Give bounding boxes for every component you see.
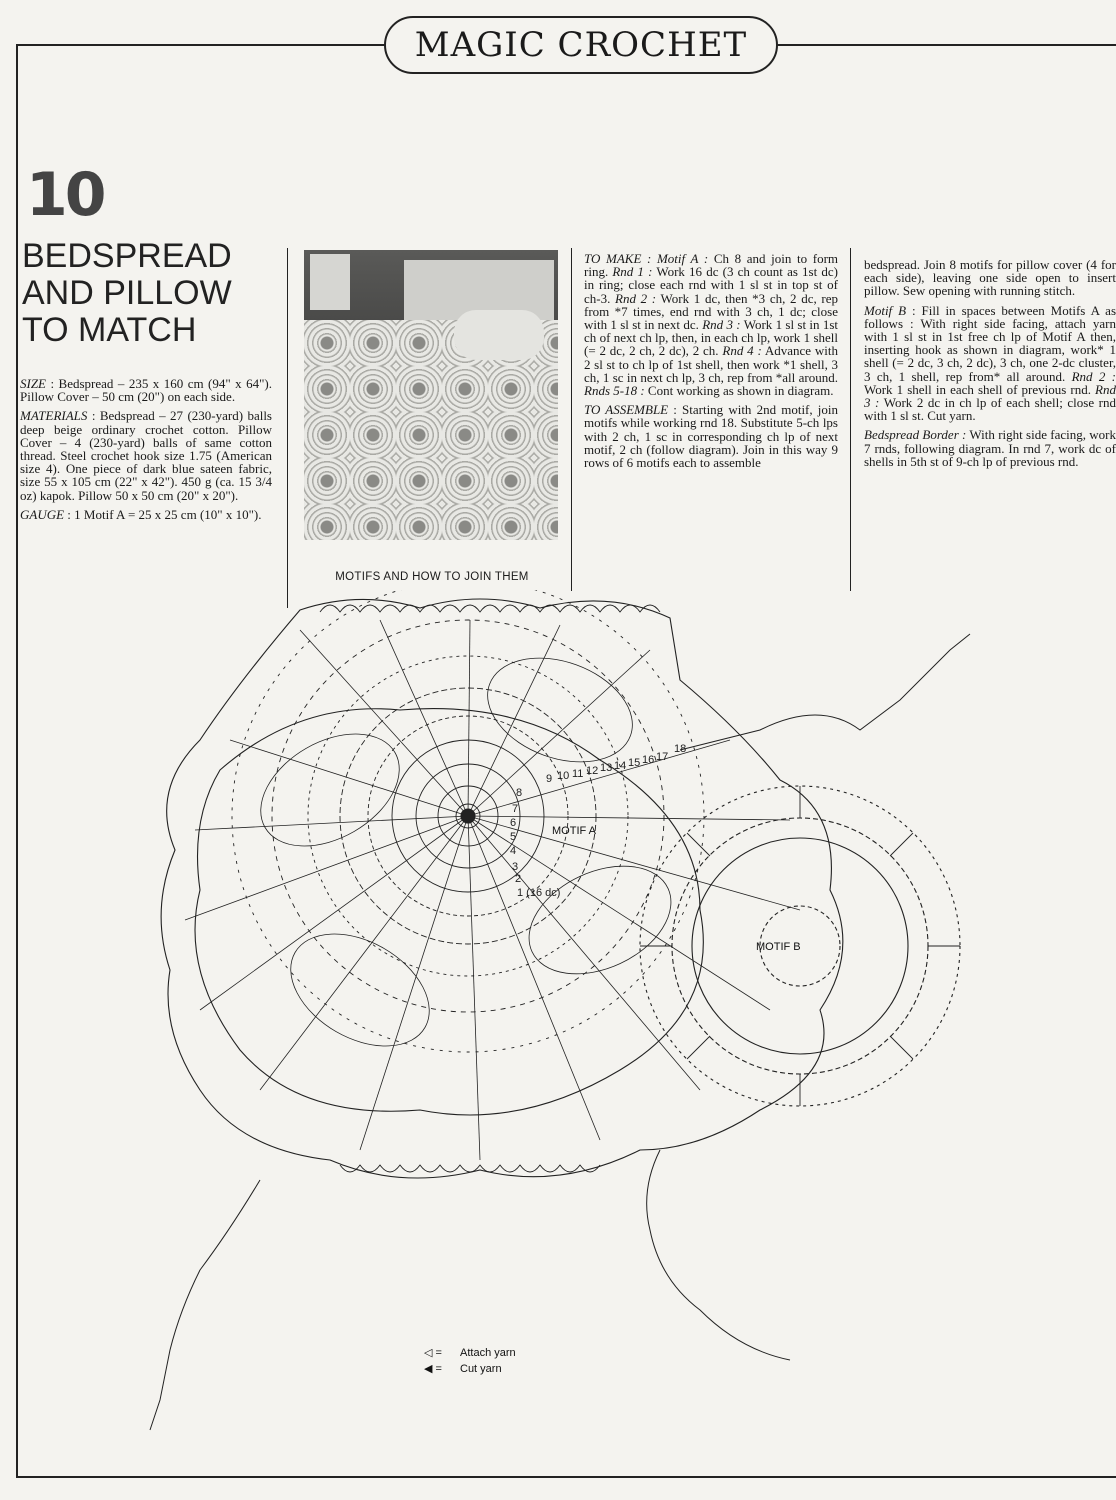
round-number: 15 (628, 757, 641, 769)
legend-symbol-cut: ◀ = (424, 1363, 442, 1375)
round-number: 13 (600, 762, 613, 774)
round-number: 7 (512, 803, 519, 815)
instructions-column-2 (864, 258, 1116, 474)
rnd-text: Work 1 sl st in 1st ch of next ch lp, then, in each ch lp, work 1 shell (= 2 dc, 2 ch, 2 dc), 2 ch. (584, 317, 839, 359)
assemble-text: : Starting with 2nd motif, join motifs while working rnd 18. Substitute 5-ch lps with 2 ch, 1 sc in corresponding ch lp of next motif, 2 ch (follow diagram). Join in this way 9 rows of 6 motifs each to assemble (584, 402, 838, 471)
round-number: 3 (512, 861, 519, 873)
rnd-text: Work 2 dc in ch lp of each shell; close rnd with 1 sl st. Cut yarn. (864, 395, 1116, 424)
header-rule-right (770, 44, 1116, 46)
photo-caption: MOTIFS AND HOW TO JOIN THEM (335, 571, 529, 583)
round-number: 11 (572, 768, 584, 780)
legend-text-attach: Attach yarn (460, 1347, 516, 1359)
round-number: 9 (546, 773, 553, 785)
rnd-label: Rnd 2 : (1071, 368, 1116, 384)
round-number: 17 (656, 751, 669, 763)
rnd-label: Rnds 5-18 : (584, 383, 645, 399)
instructions-column (584, 252, 838, 475)
materials-label: MATERIALS (20, 408, 88, 424)
rnd-text: Cont working as shown in diagram. (644, 383, 834, 399)
round-number: 4 (510, 845, 517, 857)
to-make-text: Ch 8 and join to form ring. (584, 251, 839, 280)
column-rule (571, 248, 572, 591)
motif-b-label: MOTIF B (756, 941, 801, 953)
photo-furniture (310, 254, 350, 310)
gauge-paragraph (20, 508, 272, 521)
rnd-text: Work 1 dc, then *3 ch, 2 dc, rep from *7 times, end rnd with 3 ch, 1 dc; close with 1 sl st in next dc. (584, 290, 838, 333)
photo-pillow (454, 310, 544, 360)
pattern-title-line: BEDSPREAD (22, 237, 232, 275)
round-number: 16 (642, 754, 655, 766)
border-text: With right side facing, work 7 rnds, following diagram. In rnd 7, work dc of shells in 5th st of 9-ch lp of previous rnd. (864, 427, 1116, 469)
size-paragraph (20, 377, 272, 403)
motif-b-paragraph (864, 304, 1116, 423)
diagram-legend (424, 1347, 516, 1375)
header-rule-left (16, 44, 390, 46)
column-rule (287, 248, 288, 608)
column-rule (850, 248, 851, 591)
pattern-title-line: TO MATCH (22, 311, 197, 349)
materials-text: : Bedspread – 27 (230-yard) balls deep beige ordinary crochet cotton. Pillow Cover – 4 (230-yard) balls of same cotton thread. Steel crochet hook size 1.75 (American size 4). One piece of dark blue sateen fabric, size 55 x 105 cm (22" x 42"). 450 g (ca. 15 3/4 oz) kapok. Pillow 50 x 50 cm (20" x 20"). (20, 408, 272, 503)
size-label: SIZE (20, 376, 46, 391)
rnd-label: Rnd 3 : (702, 317, 741, 333)
rnd-text: Advance with 2 sl st to ch lp of 1st shell, then work *1 shell, 3 ch, 1 sc in next ch lp, 3 ch, rep from *all around. (584, 343, 838, 385)
rnd-text: Work 16 dc (3 ch count as 1st dc) in ring; close each rnd with 1 sl st in top st of ch-3. (584, 264, 838, 306)
instructions-paragraph (584, 252, 838, 397)
pattern-title-line: AND PILLOW (22, 274, 232, 312)
motif-a-pineapples (241, 639, 688, 1069)
motif-a-outline (161, 599, 843, 1178)
motif-b-text: : Fill in spaces between Motifs A as follows : With right side facing, attach yarn with 1 sl st in 1st free ch lp of Motif A then, inserting hook as shown in diagram, work* 1 shell (= 2 dc, 3 ch, 2 dc), 3 ch, one 2-dc cluster, 3 ch, 1 shell, rep from* all around. (864, 302, 1116, 384)
to-make-label: TO MAKE : Motif A : (584, 251, 709, 266)
round-number: 12 (586, 765, 599, 777)
motif-b-label: Motif B (864, 302, 907, 318)
round-number: 5 (510, 831, 517, 843)
pattern-title (22, 238, 292, 349)
rnd-label: Rnd 4 : (722, 343, 762, 359)
rnd-label: Rnd 2 : (615, 290, 657, 306)
legend-symbol-attach: ◁ = (424, 1347, 442, 1359)
round-number: 2 (515, 873, 522, 885)
bedspread-photo (304, 250, 558, 540)
motif-a-center (461, 809, 475, 823)
legend-text-cut: Cut yarn (460, 1363, 502, 1375)
round-number: 14 (614, 760, 627, 772)
rnd-label: Rnd 1 : (612, 264, 653, 280)
motif-a-chart (161, 590, 843, 1178)
round-number: 8 (516, 787, 523, 799)
materials-paragraph (20, 409, 272, 501)
materials-column (20, 377, 272, 527)
assemble-paragraph (584, 403, 838, 469)
round-numbers-arc (546, 743, 686, 785)
border-label: Bedspread Border : (864, 427, 967, 443)
round-number: 18 (674, 743, 687, 755)
motif-a-label: MOTIF A (552, 825, 596, 837)
round-number: 10 (557, 770, 570, 782)
crochet-diagram (0, 590, 1116, 1470)
join-paragraph: bedspread. Join 8 motifs for pillow cover (4 for each side), leaving one side open to insert pillow. Sew opening with running stitch. (864, 257, 1116, 299)
round-1-label: 1 (16 dc) (517, 887, 561, 899)
assemble-label: TO ASSEMBLE (584, 402, 669, 418)
size-text: : Bedspread – 235 x 160 cm (94" x 64"). Pillow Cover – 50 cm (20") on each side. (20, 376, 272, 405)
round-number: 6 (510, 817, 517, 829)
pattern-number: 10 (26, 160, 104, 230)
border-paragraph (864, 428, 1116, 468)
rnd-label: Rnd 3 : (864, 381, 1116, 411)
magazine-title: MAGIC CROCHET (384, 16, 778, 74)
gauge-text: : 1 Motif A = 25 x 25 cm (10" x 10"). (64, 506, 262, 522)
rnd-text: Work 1 shell in each shell of previous rnd. (864, 381, 1096, 397)
gauge-label: GAUGE (20, 506, 65, 522)
